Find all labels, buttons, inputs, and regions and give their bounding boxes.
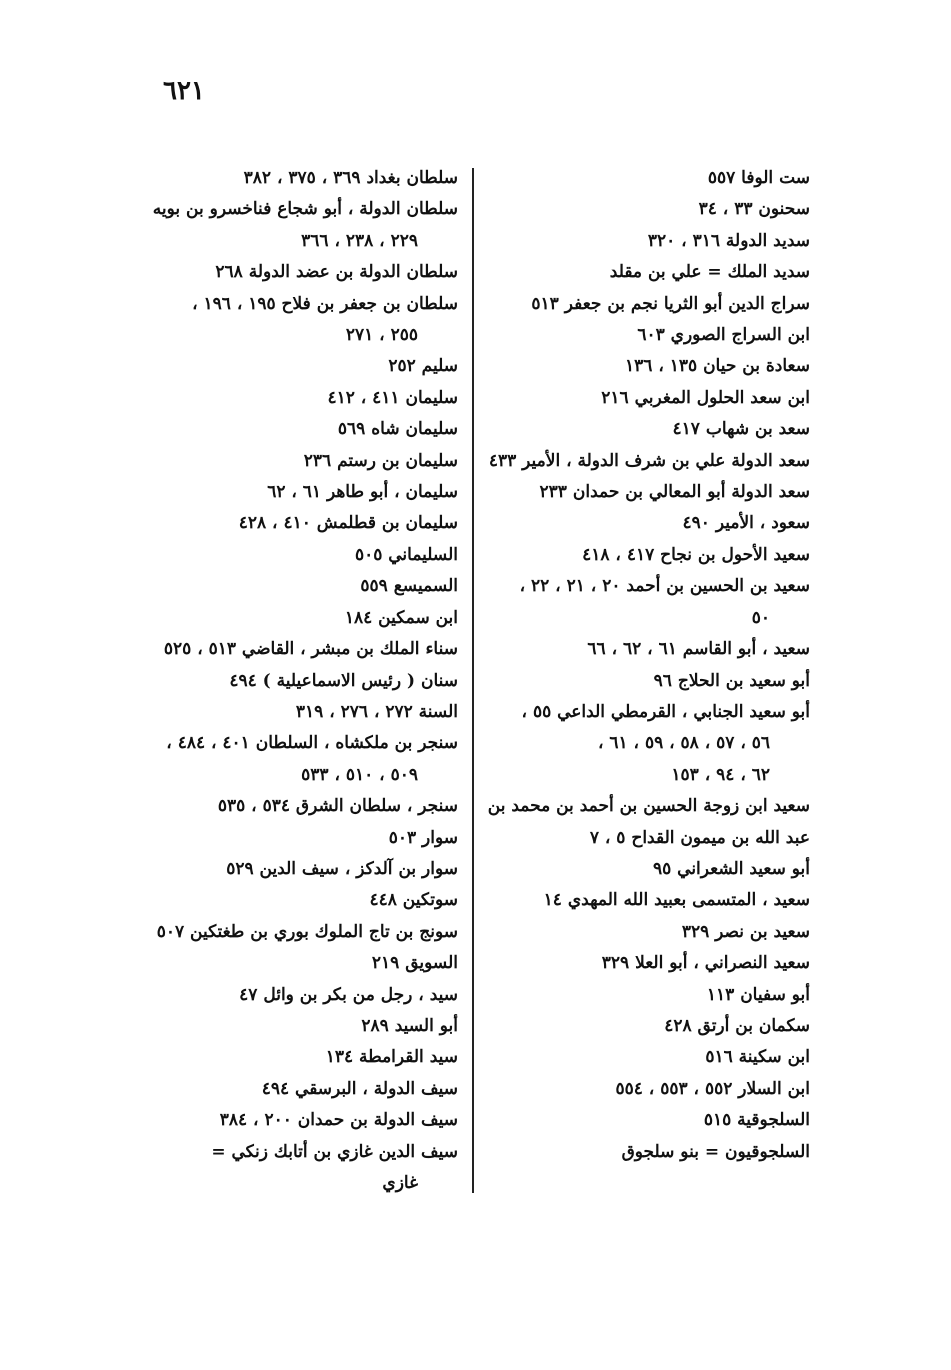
index-entry: سعيد ، المتسمى بعبيد الله المهدي ١٤ [543,890,810,911]
index-entry: سوار بن آلدكز ، سيف الدين ٥٢٩ [226,858,458,879]
index-entry: السلجوقيون = بنو سلجوق [621,1141,810,1162]
index-entry: أبو سعيد بن الحلاج ٩٦ [653,670,810,691]
index-entry: سلطان الدولة ، أبو شجاع فناخسرو بن بويه [152,199,458,220]
index-entry: أبو السيد ٢٨٩ [361,1015,458,1036]
index-entry: السميسع ٥٥٩ [360,576,458,597]
index-entry: سعد الدولة علي بن شرف الدولة ، الأمير ٤٣٣ [488,450,810,471]
index-entry: سعيد بن الحسين بن أحمد ٢٠ ، ٢١ ، ٢٢ ، [519,576,810,597]
index-entry: سيف الدولة بن حمدان ٢٠٠ ، ٣٨٤ [219,1110,458,1131]
page-number: ٦٢١ [163,76,205,106]
index-entry: سديد الدولة ٣١٦ ، ٣٢٠ [647,230,810,251]
index-entry: سعود ، الأمير ٤٩٠ [682,513,810,534]
index-entry: سليمان بن رستم ٢٣٦ [303,450,458,471]
index-entry: ابن السراج الصوري ٦٠٣ [637,325,810,346]
index-entry: سلطان بن جعفر بن فلاح ١٩٥ ، ١٩٦ ، [192,293,458,314]
index-entry: سعيد ، أبو القاسم ٦١ ، ٦٢ ، ٦٦ [587,639,810,660]
left-index-column [148,163,458,1199]
index-entry: سناء الملك بن مبشر ، القاضي ٥١٣ ، ٥٢٥ [163,639,458,660]
index-entry: سوتكين ٤٤٨ [369,890,458,911]
index-entry: ابن سمكين ١٨٤ [344,607,458,628]
index-entry: سعيد الأحول بن نجاح ٤١٧ ، ٤١٨ [582,544,810,565]
index-entry: سونج بن تاج الملوك بوري بن طغتكين ٥٠٧ [156,921,458,942]
index-entry: غازي [382,1173,418,1193]
index-entry: سوار ٥٠٣ [388,827,458,848]
index-entry: السليماني ٥٠٥ [354,544,458,565]
index-entry: سنان ( رئيس الاسماعيلية ) ٤٩٤ [229,670,458,691]
index-entry: سعد الدولة أبو المعالي بن حمدان ٢٣٣ [539,482,810,503]
index-entry: سلطان بغداد ٣٦٩ ، ٣٧٥ ، ٣٨٢ [243,168,458,188]
index-entry: سيف الدين غازي بن أتابك زنكي = [211,1141,458,1162]
index-entry: سعيد ابن زوجة الحسين بن أحمد بن محمد بن [487,796,810,817]
index-entry: سيد القرامطة ١٣٤ [325,1047,458,1068]
index-entry: سنجر ، سلطان الشرق ٥٣٤ ، ٥٣٥ [217,796,458,817]
index-entry: سيف الدولة ، البرسقي ٤٩٤ [261,1078,458,1099]
index-entry: ابن السلار ٥٥٢ ، ٥٥٣ ، ٥٥٤ [615,1078,810,1099]
index-entry: سعادة بن حيان ١٣٥ ، ١٣٦ [625,356,810,377]
index-entry: سراج الدين أبو الثريا نجم بن جعفر ٥١٣ [531,293,810,314]
index-entry: سلطان الدولة بن عضد الدولة ٢٦٨ [215,262,458,283]
index-entry: أبو سعيد الشعراني ٩٥ [652,858,810,879]
index-entry: سليمان شاه ٥٦٩ [337,419,458,440]
index-entry: عبد الله بن ميمون القداح ٥ ، ٧ [589,827,810,848]
right-index-column [487,163,810,1168]
index-entry: سعد بن شهاب ٤١٧ [672,419,810,440]
index-entry: ٢٥٥ ، ٢٧١ [345,325,418,346]
index-entry: سليمان ٤١١ ، ٤١٢ [327,387,458,408]
index-entry: السويق ٢١٩ [371,953,458,974]
index-entry: سليم ٢٥٢ [388,356,458,377]
index-entry: ٢٢٩ ، ٢٣٨ ، ٣٦٦ [301,230,418,251]
index-entry: السلجوقية ٥١٥ [703,1110,810,1131]
index-entry: ابن سكينة ٥١٦ [705,1047,810,1068]
index-entry: سليمان ، أبو طاهر ٦١ ، ٦٢ [267,482,458,503]
index-entry: سعيد بن نصر ٣٢٩ [681,921,810,942]
index-entry: سنجر بن ملكشاه ، السلطان ٤٠١ ، ٤٨٤ ، [166,733,458,754]
index-entry: سكمان بن أرتق ٤٢٨ [664,1015,810,1036]
column-divider [472,168,474,1193]
index-entry: السنة ٢٧٢ ، ٢٧٦ ، ٣١٩ [295,701,458,722]
index-entry: ٦٢ ، ٩٤ ، ١٥٣ [671,764,770,785]
index-entry: سحنون ٣٣ ، ٣٤ [698,199,810,220]
index-entry: ٥٠ [751,607,770,628]
index-entry: ابن سعد الحلول المغربي ٢١٦ [601,387,810,408]
index-entry: ٥٦ ، ٥٧ ، ٥٨ ، ٥٩ ، ٦١ ، [597,733,770,754]
index-entry: سيد ، رجل من بكر بن وائل ٤٧ [239,984,458,1005]
index-entry: أبو سفيان ١١٣ [706,984,810,1005]
index-entry: ست الوفا ٥٥٧ [707,168,810,188]
index-entry: سعيد النصراني ، أبو العلا ٣٢٩ [601,953,810,974]
index-entry: سليمان بن قطلمش ٤١٠ ، ٤٢٨ [238,513,458,534]
index-entry: سديد الملك = علي بن مقلد [609,262,810,283]
index-entry: ٥٠٩ ، ٥١٠ ، ٥٣٣ [301,764,418,785]
index-entry: أبو سعيد الجنابي ، القرمطي الداعي ٥٥ ، [521,701,810,722]
